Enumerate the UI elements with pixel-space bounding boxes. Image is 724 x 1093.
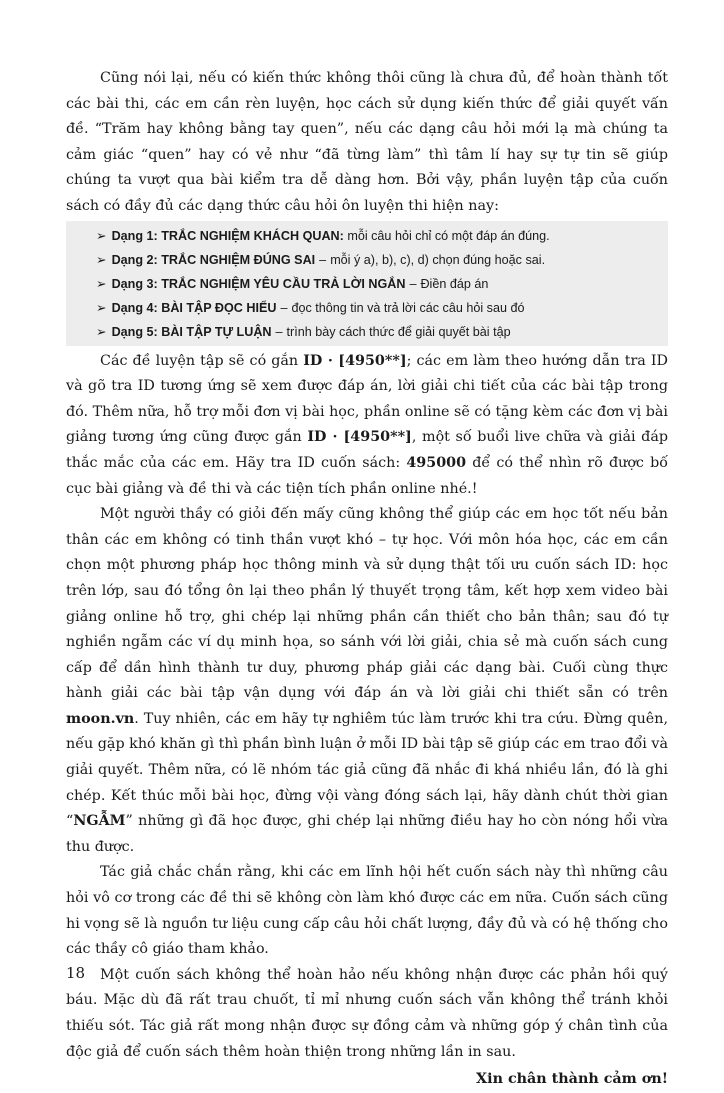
page-number: 18 [66, 964, 86, 982]
question-type-item [96, 320, 668, 344]
question-type-label: Dạng 4: BÀI TẬP ĐỌC HIỂU [111, 300, 277, 315]
site-name: moon.vn [66, 710, 135, 727]
id-text-2: ; các em làm theo hướng dẫn tra ID và gõ tra ID tương ứng sẽ xem được đáp án, lời giải chi tiết của các bài tập trong đó. Thêm nữa, hỗ trợ mỗi đơn vị bài học, phần online sẽ có tặng kèm các đơn vị bài giảng tương ứng cũng được gắn [66, 352, 668, 446]
question-type-item [96, 248, 668, 272]
method-text-1: Một người thầy có giỏi đến mấy cũng không thể giúp các em học tốt nếu bản thân các em không có tinh thần vượt khó – tự học. Với môn hóa học, các em cần chọn một phương pháp học thông minh và sử dụng thật tối ưu cuốn sách ID: học trên lớp, sau đó tổng ôn lại theo phần lý thuyết trọng tâm, kết hợp xem video bài giảng online hỗ trợ, ghi chép lại những phần cần thiết cho bản thân; sau đó tự nghiền ngẫm các ví dụ minh họa, so sánh với lời giải, chia sẻ mà cuốn sách cung cấp để dần hình thành tư duy, phương pháp giải các dạng bài. Cuối cùng thực hành giải các bài tập vận dụng với đáp án và lời giải chi thiết sẵn có trên [66, 506, 668, 702]
study-method-paragraph [66, 502, 668, 860]
id-text-4: để có thể nhìn rõ được bố cục bài giảng và đề thi và các tiện tích phần online nhé.! [66, 454, 668, 497]
book-id: 495000 [406, 454, 467, 471]
question-type-label: Dạng 1: TRẮC NGHIỆM KHÁCH QUAN: [111, 228, 344, 243]
question-type-desc: đọc thông tin và trả lời các câu hỏi sau đó [291, 300, 525, 315]
id-code: ID · [4950**] [303, 352, 407, 369]
dash-separator: – [319, 252, 327, 267]
dash-separator: – [409, 276, 417, 291]
question-type-label: Dạng 5: BÀI TẬP TỰ LUẬN [111, 324, 272, 339]
method-text-2: . Tuy nhiên, các em hãy tự nghiêm túc làm trước khi tra cứu. Đừng quên, nếu gặp khó khăn gì thì phần bình luận ở mỗi ID bài tập sẽ giúp các em trao đổi và giải quyết. Thêm nữa, có lẽ nhóm tác giả cũng đã nhắc đi khá nhiều lần, đó là ghi chép. Kết thúc mỗi bài học, đừng vội vàng đóng sách lại, hãy dành chút thời gian “ [66, 710, 668, 830]
arrow-bullet-icon: ➢ [96, 228, 107, 243]
signoff: Xin chân thành cảm ơn! [476, 1071, 668, 1088]
question-type-label: Dạng 2: TRẮC NGHIỆM ĐÚNG SAI [111, 252, 316, 267]
question-type-desc: Điền đáp án [420, 276, 489, 291]
intro-paragraph: Cũng nói lại, nếu có kiến thức không thôi cũng là chưa đủ, để hoàn thành tốt các bài thi, các em cần rèn luyện, học cách sử dụng kiến thức để giải quyết vấn đề. “Trăm hay không bằng tay quen”, nếu các dạng câu hỏi mới lạ mà chúng ta cảm giác “quen” hay có vẻ như “đã từng làm” thì tâm lí hay sự tự tin sẽ giúp chúng ta vượt qua bài kiểm tra dễ dàng hơn. Bởi vậy, phần luyện tập của cuốn sách có đầy đủ các dạng thức câu hỏi ôn luyện thi hiện nay: [66, 70, 668, 214]
arrow-bullet-icon: ➢ [96, 300, 107, 315]
arrow-bullet-icon: ➢ [96, 276, 107, 291]
feedback-paragraph: Một cuốn sách không thể hoàn hảo nếu không nhận được các phản hồi quý báu. Mặc dù đã rất trau chuốt, tỉ mỉ nhưng cuốn sách vẫn không thể tránh khỏi thiếu sót. Tác giả rất mong nhận được sự đồng cảm và những góp ý chân tình của độc giả để cuốn sách thêm hoàn thiện trong những lần in sau. [66, 966, 668, 1060]
question-type-label: Dạng 3: TRẮC NGHIỆM YÊU CẦU TRẢ LỜI NGẮN [111, 276, 406, 291]
emphasis-word: NGẪM [73, 813, 126, 830]
question-type-desc: trình bày cách thức để giải quyết bài tập [286, 324, 511, 339]
question-type-item [96, 296, 668, 320]
dash-separator: – [275, 324, 283, 339]
page-content [66, 66, 668, 1093]
id-code: ID · [4950**] [307, 429, 412, 446]
dash-separator: – [280, 300, 288, 315]
question-type-item [96, 272, 668, 296]
id-usage-paragraph [66, 349, 668, 503]
question-type-desc: mỗi câu hỏi chỉ có một đáp án đúng. [347, 228, 550, 243]
question-type-item [96, 224, 668, 248]
arrow-bullet-icon: ➢ [96, 324, 107, 339]
question-types-box [66, 221, 668, 346]
question-type-desc: mỗi ý a), b), c), d) chọn đúng hoặc sai. [330, 252, 546, 267]
arrow-bullet-icon: ➢ [96, 252, 107, 267]
id-text-3: , một số buổi live chữa và giải đáp thắc mắc của các em. Hãy tra ID cuốn sách: [66, 429, 669, 471]
method-text-3: ” những gì đã học được, ghi chép lại những điều hay ho còn nóng hổi vừa thu được. [66, 813, 668, 855]
id-text-1: Các đề luyện tập sẽ có gắn [100, 352, 304, 369]
confidence-paragraph: Tác giả chắc chắn rằng, khi các em lĩnh hội hết cuốn sách này thì những câu hỏi vô cơ trong các đề thi sẽ không còn làm khó được các em nữa. Cuốn sách cũng hi vọng sẽ là nguồn tư liệu cung cấp câu hỏi chất lượng, đầy đủ và có hệ thống cho các thầy cô giáo tham khảo. [66, 864, 668, 958]
